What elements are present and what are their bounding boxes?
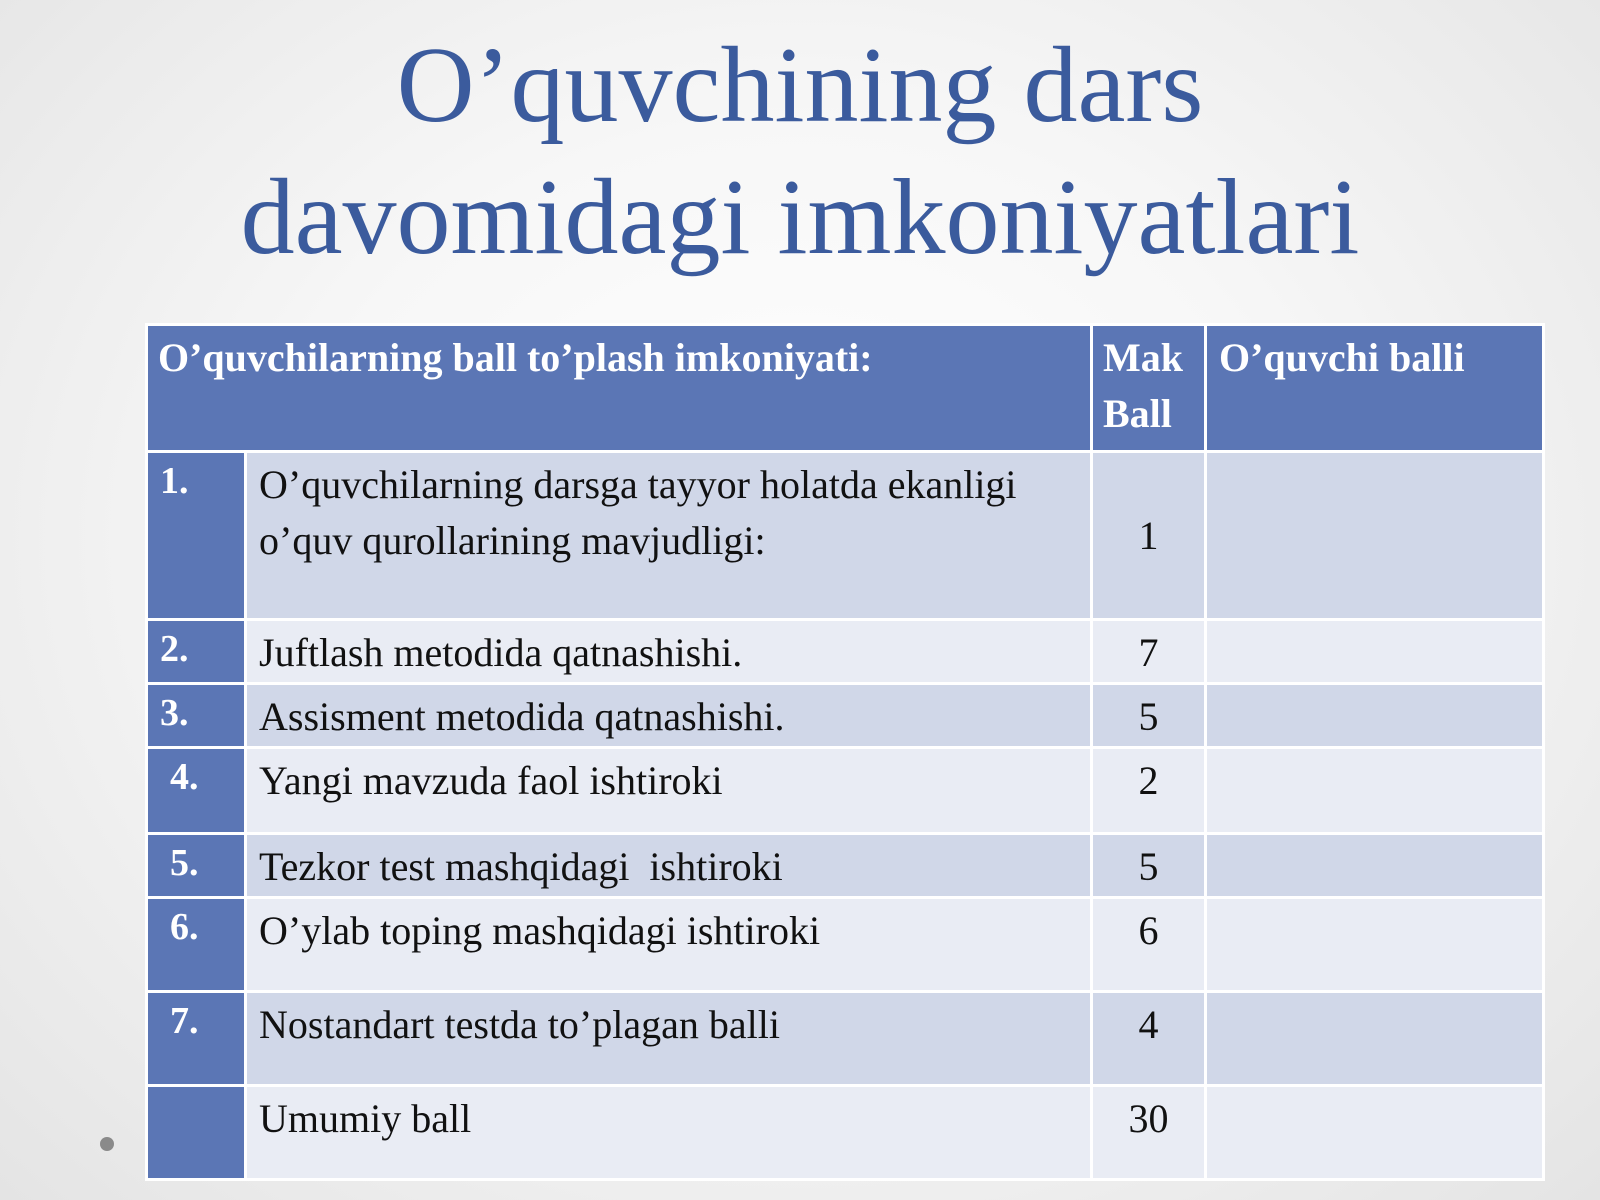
row-max-ball: 6	[1092, 898, 1206, 992]
table-total-row	[147, 1086, 1544, 1180]
score-table	[145, 323, 1545, 1181]
row-student-ball[interactable]	[1206, 620, 1544, 684]
row-student-ball[interactable]	[1206, 898, 1544, 992]
total-max-ball: 30	[1092, 1086, 1206, 1180]
row-max-ball: 2	[1092, 748, 1206, 834]
row-max-ball: 5	[1092, 684, 1206, 748]
table-row	[147, 992, 1544, 1086]
row-description: O’ylab toping mashqidagi ishtiroki	[246, 898, 1092, 992]
row-description-line-2: o’quv qurollarining mavjudligi:	[259, 518, 766, 563]
row-number: 3.	[147, 684, 246, 748]
table-row	[147, 684, 1544, 748]
row-student-ball[interactable]	[1206, 992, 1544, 1086]
row-max-ball: 1	[1092, 452, 1206, 620]
row-max-ball: 4	[1092, 992, 1206, 1086]
header-max-ball	[1092, 325, 1206, 452]
row-number: 7.	[147, 992, 246, 1086]
row-description-line-1: O’quvchilarning darsga tayyor holatda ekanligi	[259, 462, 1017, 507]
row-number: 4.	[147, 748, 246, 834]
row-description: Juftlash metodida qatnashishi.	[246, 620, 1092, 684]
row-description: Assisment metodida qatnashishi.	[246, 684, 1092, 748]
header-max-line-2: Ball	[1103, 391, 1172, 436]
row-number: 5.	[147, 834, 246, 898]
header-description: O’quvchilarning ball to’plash imkoniyati:	[147, 325, 1092, 452]
row-description: Yangi mavzuda faol ishtiroki	[246, 748, 1092, 834]
slide-title	[0, 20, 1600, 284]
row-number: 2.	[147, 620, 246, 684]
slide-title-line-1: O’quvchining dars	[396, 26, 1204, 145]
row-number: 6.	[147, 898, 246, 992]
row-max-ball: 7	[1092, 620, 1206, 684]
row-number: 1.	[147, 452, 246, 620]
row-description: Tezkor test mashqidagi ishtiroki	[246, 834, 1092, 898]
table-row	[147, 452, 1544, 620]
row-student-ball[interactable]	[1206, 834, 1544, 898]
total-label: Umumiy ball	[246, 1086, 1092, 1180]
table-row	[147, 620, 1544, 684]
table-header-row	[147, 325, 1544, 452]
slide-title-line-2: davomidagi imkoniyatlari	[240, 158, 1360, 277]
table-row	[147, 748, 1544, 834]
row-max-ball: 5	[1092, 834, 1206, 898]
table-row	[147, 898, 1544, 992]
row-description	[246, 452, 1092, 620]
row-student-ball[interactable]	[1206, 748, 1544, 834]
row-student-ball[interactable]	[1206, 452, 1544, 620]
total-student-ball[interactable]	[1206, 1086, 1544, 1180]
total-row-number	[147, 1086, 246, 1180]
header-student-ball: O’quvchi balli	[1206, 325, 1544, 452]
row-description: Nostandart testda to’plagan balli	[246, 992, 1092, 1086]
header-max-line-1: Mak	[1103, 335, 1183, 380]
bullet-dot-icon	[100, 1137, 114, 1151]
row-student-ball[interactable]	[1206, 684, 1544, 748]
table-row	[147, 834, 1544, 898]
